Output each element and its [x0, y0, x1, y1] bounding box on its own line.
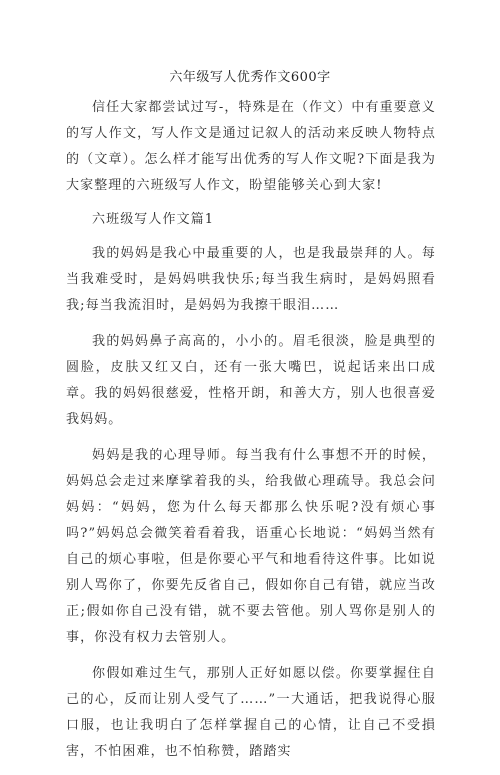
- body-paragraph-4: 你假如难过生气，那别人正好如愿以偿。你要掌握住自己的心，反而让别人受气了……”一大通话，把我说得心服口服，也让我明白了怎样掌握自己的心情，让自己不受損害，不怕困难，也不怕称赞，踏踏实: [66, 666, 436, 759]
- intro-paragraph: 信任大家都尝试过写-，特殊是在（作文）中有重要意义的写人作文，写人作文是通过记叙人的活动来反映人物特点的（文章）。怎么样才能写出优秀的写人作文呢?下面是我为大家整理的六班级写人作文，盼望能够关心到大家!: [66, 100, 436, 193]
- body-paragraph-2: 我的妈妈鼻子高高的，小小的。眉毛很淡，脸是典型的圆脸，皮肤又红又白，还有一张大嘴巴，说起话来出口成章。我的妈妈很慈爱，性格开朗，和善大方，别人也很喜爱我妈妈。: [66, 334, 436, 427]
- body-paragraph-3: 妈妈是我的心理导师。每当我有什么事想不开的时候，妈妈总会走过来摩挲着我的头，给我做心理疏导。我总会问妈妈：“妈妈，您为什么每天都那么快乐呢?没有烦心事吗?”妈妈总会微笑着看着我，语重心长地说：“妈妈当然有自己的烦心事啦，但是你要心平气和地看待这件事。比如说别人骂你了，你要先反省自己，假如你自己有错，就应当改正;假如你自己没有错，就不要去管他。别人骂你是别人的事，你没有权力去管别人。: [66, 448, 436, 645]
- section-heading: 六班级写人作文篇1: [92, 212, 215, 227]
- document-title: 六年级写人优秀作文600字: [169, 70, 331, 85]
- body-paragraph-1: 我的妈妈是我心中最重要的人，也是我最崇拜的人。每当我难受时，是妈妈哄我快乐;每当我生病时，是妈妈照看我;每当我流泪时，是妈妈为我擦干眼泪……: [66, 246, 436, 313]
- document-body: [66, 95, 436, 775]
